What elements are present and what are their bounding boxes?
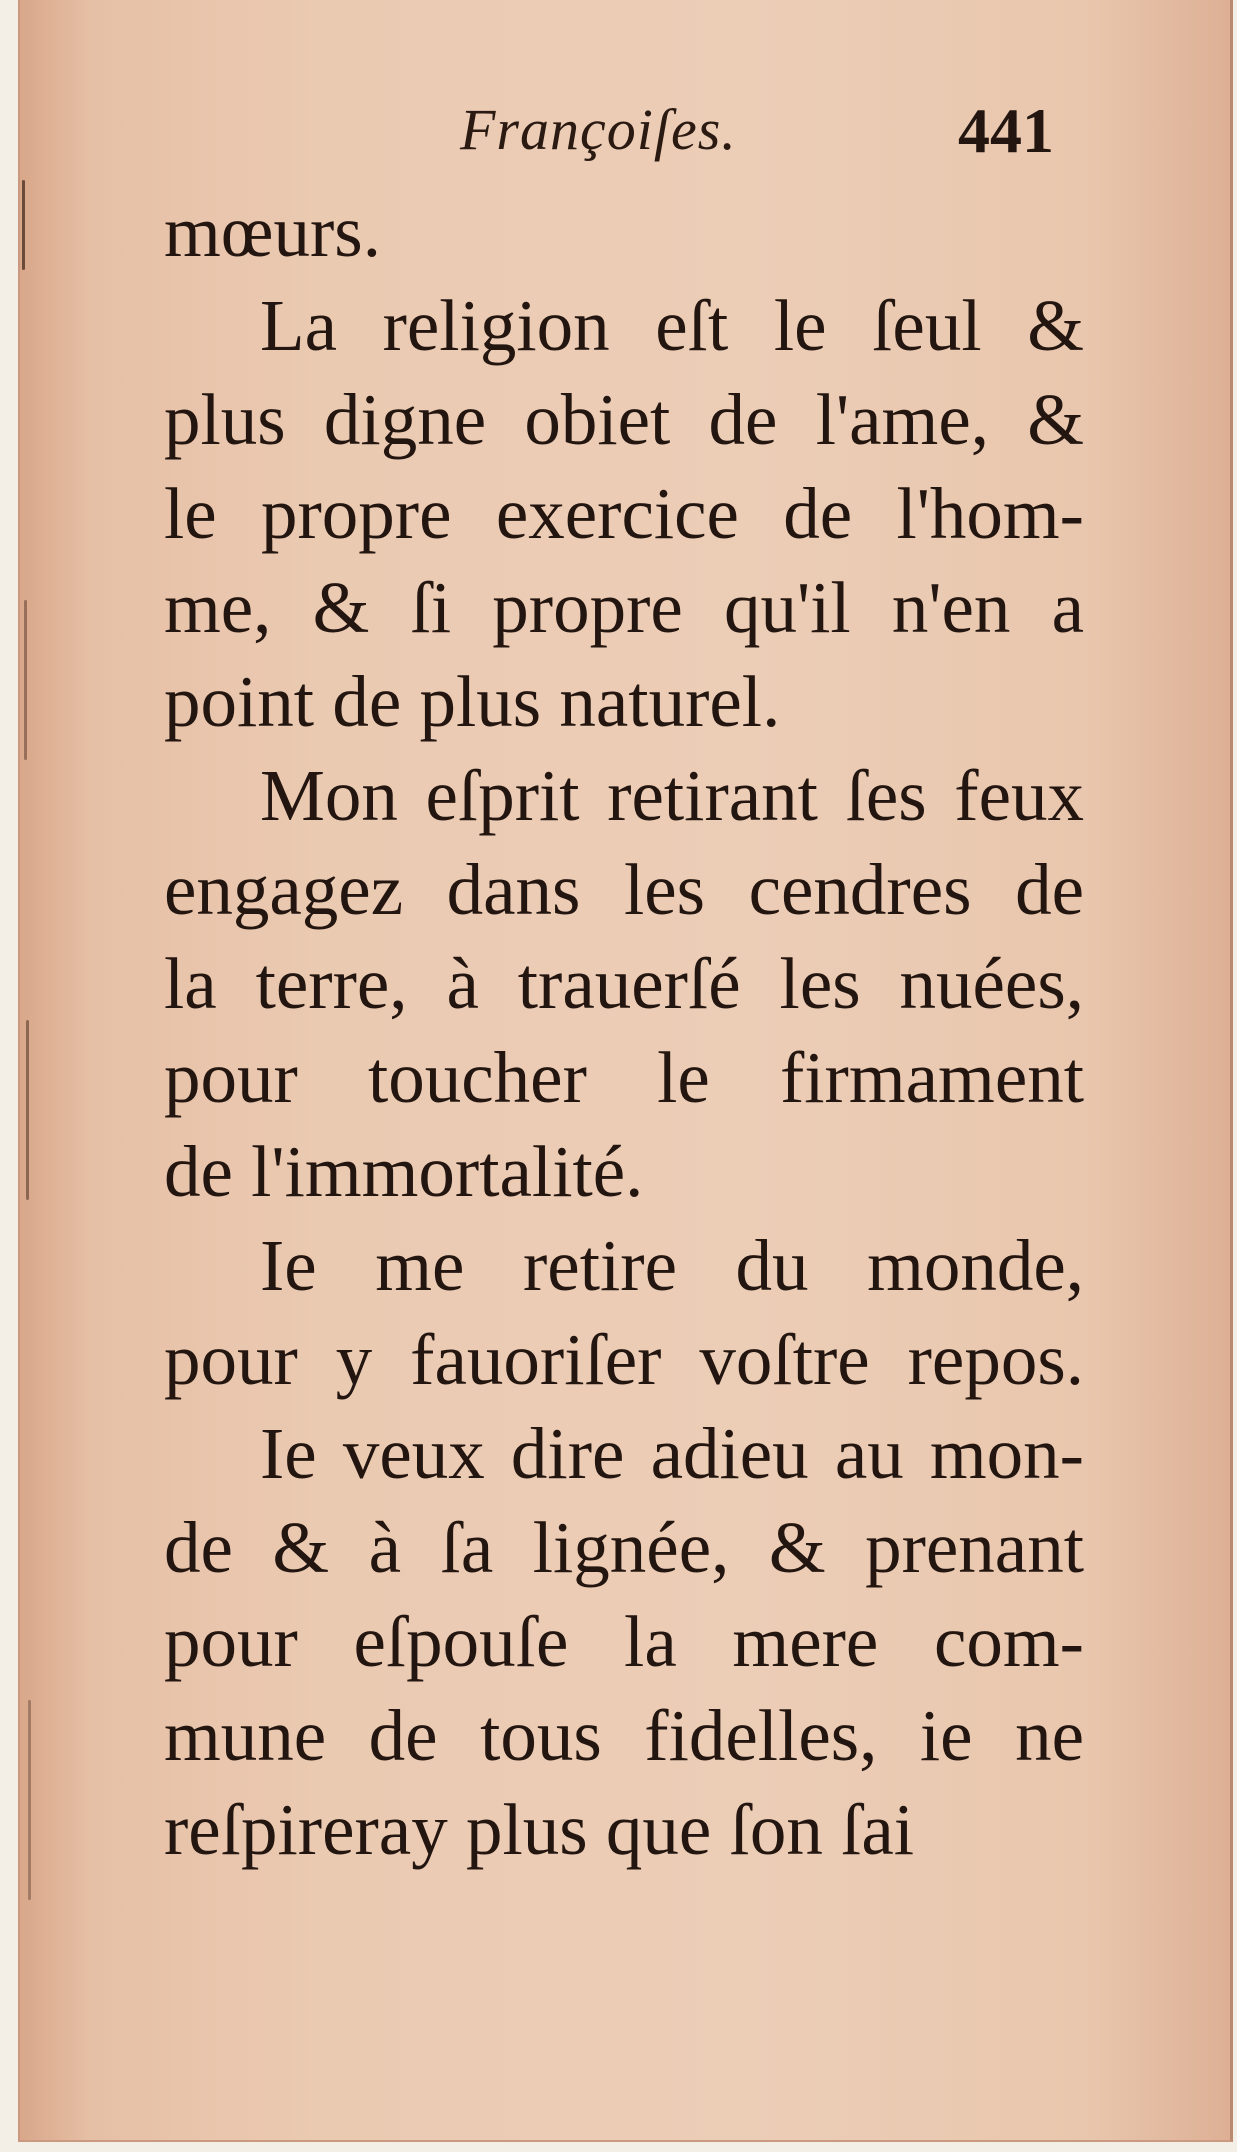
text-line: me, & ſi propre qu'il n'en a — [164, 567, 1084, 648]
text-line: point de plus naturel. — [164, 661, 781, 742]
text-line: le propre exercice de l'hom- — [164, 473, 1084, 554]
page-number: 441 — [958, 95, 1054, 166]
gutter-mark — [28, 1700, 31, 1900]
text-line: plus digne obiet de l'ame, & — [164, 379, 1084, 460]
text-line: mœurs. — [164, 191, 381, 272]
body-text — [164, 185, 1084, 1877]
text-line: de & à ſa lignée, & prenant — [164, 1507, 1084, 1588]
page-header — [20, 88, 1230, 168]
text-line: Mon eſprit retirant ſes feux — [260, 755, 1084, 836]
text-line: La religion eſt le ſeul & — [260, 285, 1084, 366]
running-head: Françoiſes. — [460, 97, 737, 162]
text-line: Ie veux dire adieu au mon- — [260, 1413, 1084, 1494]
text-line: mune de tous fidelles, ie ne — [164, 1695, 1084, 1776]
text-line: engagez dans les cendres de — [164, 849, 1084, 930]
text-line: pour eſpouſe la mere com- — [164, 1601, 1084, 1682]
text-line: pour toucher le firmament — [164, 1037, 1084, 1118]
gutter-mark — [22, 180, 25, 270]
gutter-mark — [24, 600, 27, 760]
text-line: de l'immortalité. — [164, 1131, 644, 1212]
gutter-mark — [26, 1020, 29, 1200]
text-line: pour y fauoriſer voſtre repos. — [164, 1319, 1084, 1400]
text-line: reſpireray plus que ſon ſai — [164, 1789, 915, 1870]
book-page — [18, 0, 1233, 2142]
text-line: la terre, à trauerſé les nuées, — [164, 943, 1084, 1024]
text-line: Ie me retire du monde, — [260, 1225, 1084, 1306]
